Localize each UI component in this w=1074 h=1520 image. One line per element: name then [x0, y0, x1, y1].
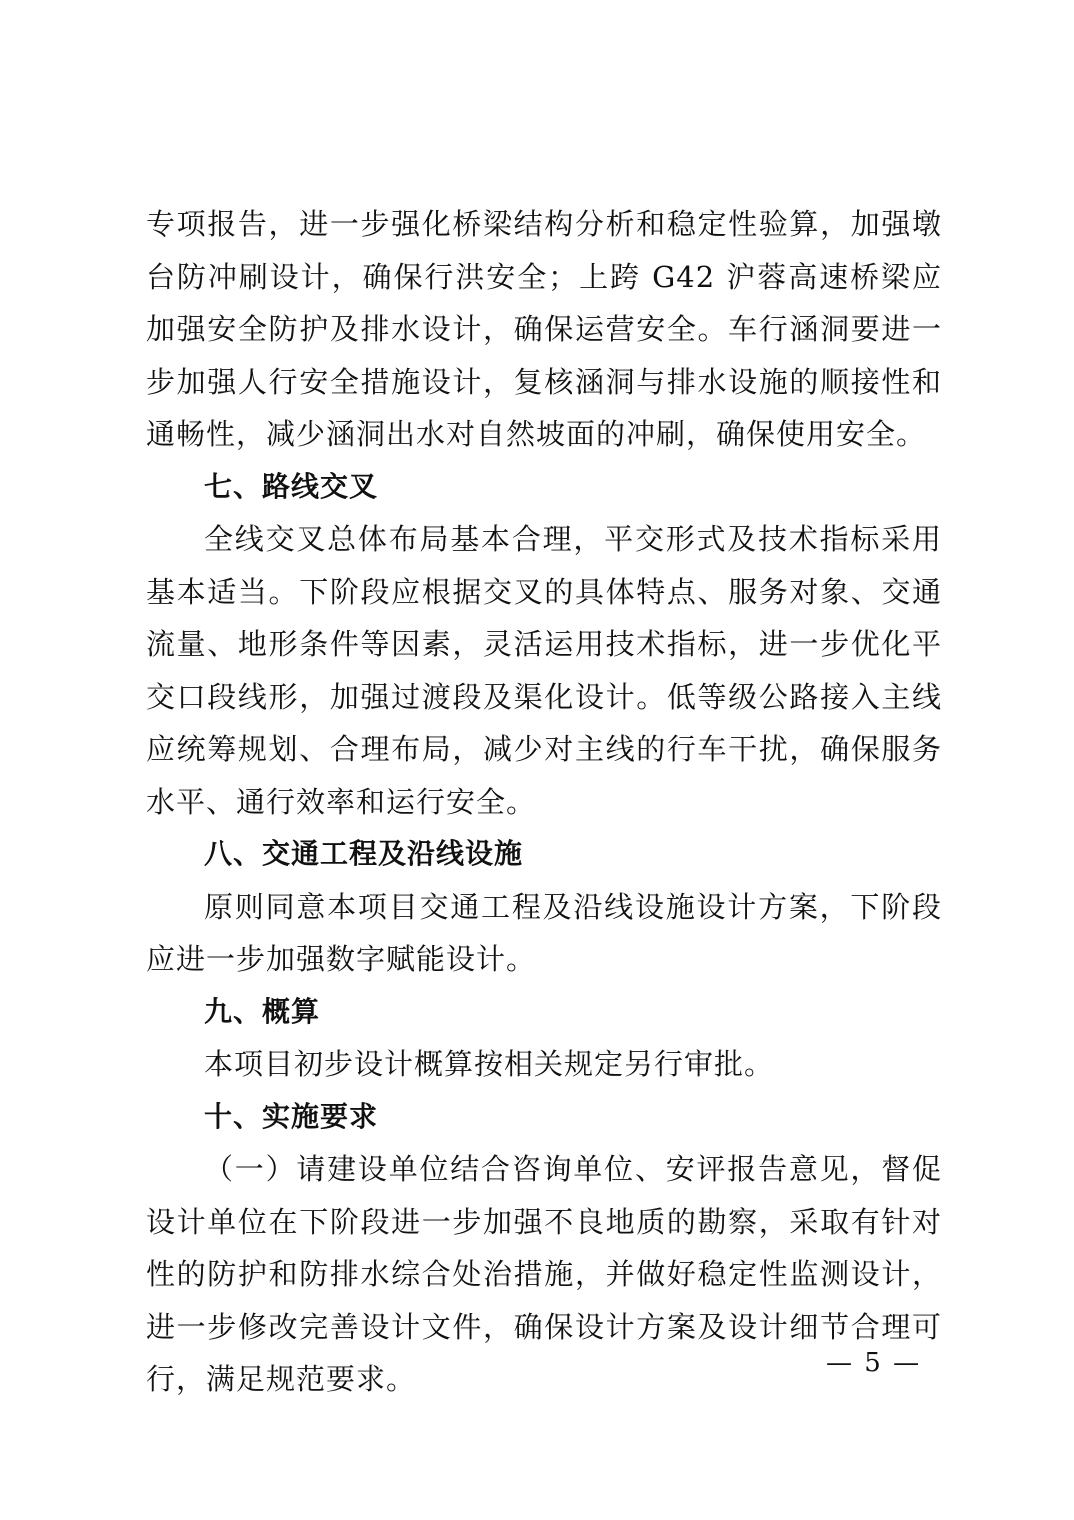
paragraph-route-crossing: 全线交叉总体布局基本合理，平交形式及技术指标采用基本适当。下阶段应根据交叉的具体特点、服务对象、交通流量、地形条件等因素，灵活运用技术指标，进一步优化平交口段线形，加强过渡段及渠化设计。低等级公路接入主线应统筹规划、合理布局，减少对主线的行车干扰，确保服务水平、通行效率和运行安全。 — [146, 522, 942, 819]
page-number: — 5 — — [826, 1348, 922, 1378]
paragraph-bridge-design: 专项报告，进一步强化桥梁结构分析和稳定性验算，加强墩台防冲刷设计，确保行洪安全；上跨 G42 沪蓉高速桥梁应加强安全防护及排水设计，确保运营安全。车行涵洞要进一步加强人行安全措施设计，复核涵洞与排水设施的顺接性和通畅性，减少涵洞出水对自然坡面的冲刷，确保使用安全。 — [146, 207, 942, 451]
section-heading-traffic-engineering: 八、交通工程及沿线设施 — [204, 837, 524, 870]
paragraph-budget: 本项目初步设计概算按相关规定另行审批。 — [204, 1047, 775, 1081]
paragraph-implementation: （一）请建设单位结合咨询单位、安评报告意见，督促设计单位在下阶段进一步加强不良地质的勘察，采取有针对性的防护和防排水综合处治措施，并做好稳定性监测设计，进一步修改完善设计文件，确保设计方案及设计细节合理可行，满足规范要求。 — [146, 1152, 942, 1396]
section-heading-route-crossing: 七、路线交叉 — [204, 469, 379, 503]
paragraph-traffic-engineering: 原则同意本项目交通工程及沿线设施设计方案，下阶段应进一步加强数字赋能设计。 — [146, 889, 942, 976]
section-heading-implementation: 十、实施要求 — [204, 1099, 379, 1133]
section-heading-budget: 九、概算 — [204, 994, 321, 1028]
document-body — [146, 198, 942, 1406]
